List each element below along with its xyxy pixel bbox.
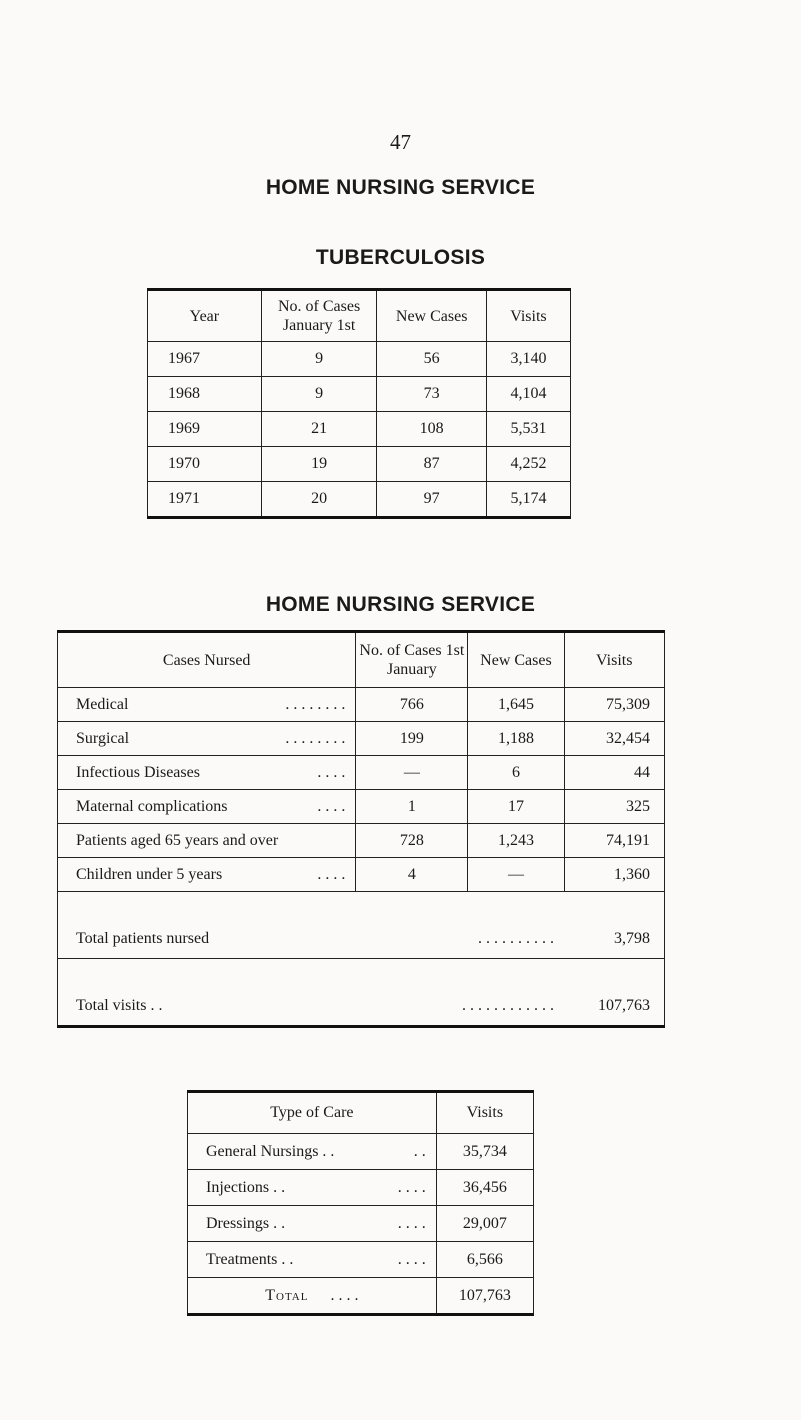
total-visits-label: Total visits . . [76,997,163,1014]
table-header-row [188,1092,534,1134]
page-number: 47 [390,130,411,154]
leader-dots: . . . . [317,763,346,781]
col-header-new-cases: New Cases [377,290,487,342]
total-label: Total [265,1286,309,1304]
table-row [58,688,665,722]
cell-visits: 325 [564,790,665,824]
table-row [188,1170,534,1206]
care-type-label: Treatments . . [206,1250,294,1268]
leader-dots: . . . . [397,1214,426,1232]
cell-new-cases: 87 [377,447,487,482]
cell-care-type [188,1134,437,1170]
table-header-row [148,290,571,342]
cell-cases-jan: 199 [356,722,468,756]
cell-care-type [188,1242,437,1278]
cell-visits: 44 [564,756,665,790]
type-of-care-table [187,1090,534,1316]
cell-visits: 5,174 [486,482,570,518]
cell-category [58,688,356,722]
table-row [58,756,665,790]
care-type-label: General Nursings . . [206,1142,335,1160]
table-row [148,342,571,377]
cell-cases-jan: 9 [261,342,377,377]
cell-new-cases: 1,243 [468,824,564,858]
cell-care-type [188,1170,437,1206]
leader-dots: . . . . [397,1250,426,1268]
total-patients-value: 3,798 [564,892,665,959]
total-visits-row [58,959,665,1027]
cell-cases-jan: 21 [261,412,377,447]
table-row [58,824,665,858]
category-label: Patients aged 65 years and over [76,831,279,849]
cell-visits: 75,309 [564,688,665,722]
cell-new-cases: 1,645 [468,688,564,722]
cell-cases-jan: 728 [356,824,468,858]
cell-visits: 32,454 [564,722,665,756]
col-header-cases-jan: No. of Cases 1st January [356,632,468,688]
table-row [58,722,665,756]
total-patients-label-cell [58,892,565,959]
col-header-visits: Visits [564,632,665,688]
table-row [58,858,665,892]
cell-new-cases: 56 [377,342,487,377]
cell-category [58,722,356,756]
cell-category [58,858,356,892]
care-type-label: Injections . . [206,1178,286,1196]
cell-category [58,756,356,790]
cell-cases-jan: 20 [261,482,377,518]
table-row [148,412,571,447]
table-row [58,790,665,824]
category-label: Infectious Diseases [76,763,200,781]
cell-total-label [188,1278,437,1315]
cell-cases-jan: 766 [356,688,468,722]
leader-dots: . . . . . . . . . . . . [462,997,554,1014]
cell-new-cases: 73 [377,377,487,412]
cell-visits: 3,140 [486,342,570,377]
cell-visits: 4,104 [486,377,570,412]
cell-cases-jan: 4 [356,858,468,892]
leader-dots: . . . . . . . . . . [478,930,554,947]
cell-visits: 35,734 [436,1134,533,1170]
category-label: Maternal complications [76,797,228,815]
category-label: Surgical [76,729,130,747]
cell-care-type [188,1206,437,1242]
cell-new-cases: 6 [468,756,564,790]
cell-cases-jan: 19 [261,447,377,482]
total-patients-label: Total patients nursed [76,930,210,947]
col-header-new-cases: New Cases [468,632,564,688]
cell-new-cases: — [468,858,564,892]
cell-new-cases: 17 [468,790,564,824]
cell-cases-jan: — [356,756,468,790]
table-header-row [58,632,665,688]
category-label: Medical [76,695,129,713]
leader-dots: . . . . [317,865,346,883]
cell-category [58,824,356,858]
cell-new-cases: 1,188 [468,722,564,756]
col-header-year: Year [148,290,262,342]
cell-new-cases: 97 [377,482,487,518]
tuberculosis-table [147,288,571,519]
cell-visits: 6,566 [436,1242,533,1278]
leader-dots: . . . . . . . . [285,729,346,747]
leader-dots: . . . . [317,797,346,815]
col-header-type-of-care: Type of Care [188,1092,437,1134]
category-label: Children under 5 years [76,865,223,883]
cell-cases-jan: 9 [261,377,377,412]
cell-visits: 1,360 [564,858,665,892]
total-row [188,1278,534,1315]
total-visits-value: 107,763 [564,959,665,1027]
leader-dots: . . . . [397,1178,426,1196]
col-header-cases-jan: No. of Cases January 1st [261,290,377,342]
section1-heading: HOME NURSING SERVICE [265,176,536,199]
cell-visits: 36,456 [436,1170,533,1206]
cell-visits: 74,191 [564,824,665,858]
cell-category [58,790,356,824]
table-row [188,1206,534,1242]
care-type-label: Dressings . . [206,1214,286,1232]
total-patients-row [58,892,665,959]
table-row [148,482,571,518]
col-header-visits: Visits [436,1092,533,1134]
table-row [148,447,571,482]
col-header-visits: Visits [486,290,570,342]
cell-visits: 4,252 [486,447,570,482]
section1-subheading: TUBERCULOSIS [315,246,486,269]
cell-visits: 5,531 [486,412,570,447]
cell-visits: 29,007 [436,1206,533,1242]
cell-year: 1970 [148,447,262,482]
total-visits-label-cell [58,959,565,1027]
leader-dots: . . [413,1142,426,1160]
table-row [188,1134,534,1170]
home-nursing-table [57,630,665,1028]
cell-cases-jan: 1 [356,790,468,824]
cell-total-value: 107,763 [436,1278,533,1315]
table-row [148,377,571,412]
cell-year: 1969 [148,412,262,447]
leader-dots: . . . . [330,1286,359,1304]
table-row [188,1242,534,1278]
cell-year: 1971 [148,482,262,518]
col-header-cases-nursed: Cases Nursed [58,632,356,688]
leader-dots: . . . . . . . . [285,695,346,713]
cell-year: 1968 [148,377,262,412]
cell-new-cases: 108 [377,412,487,447]
cell-year: 1967 [148,342,262,377]
section2-heading: HOME NURSING SERVICE [265,593,536,616]
